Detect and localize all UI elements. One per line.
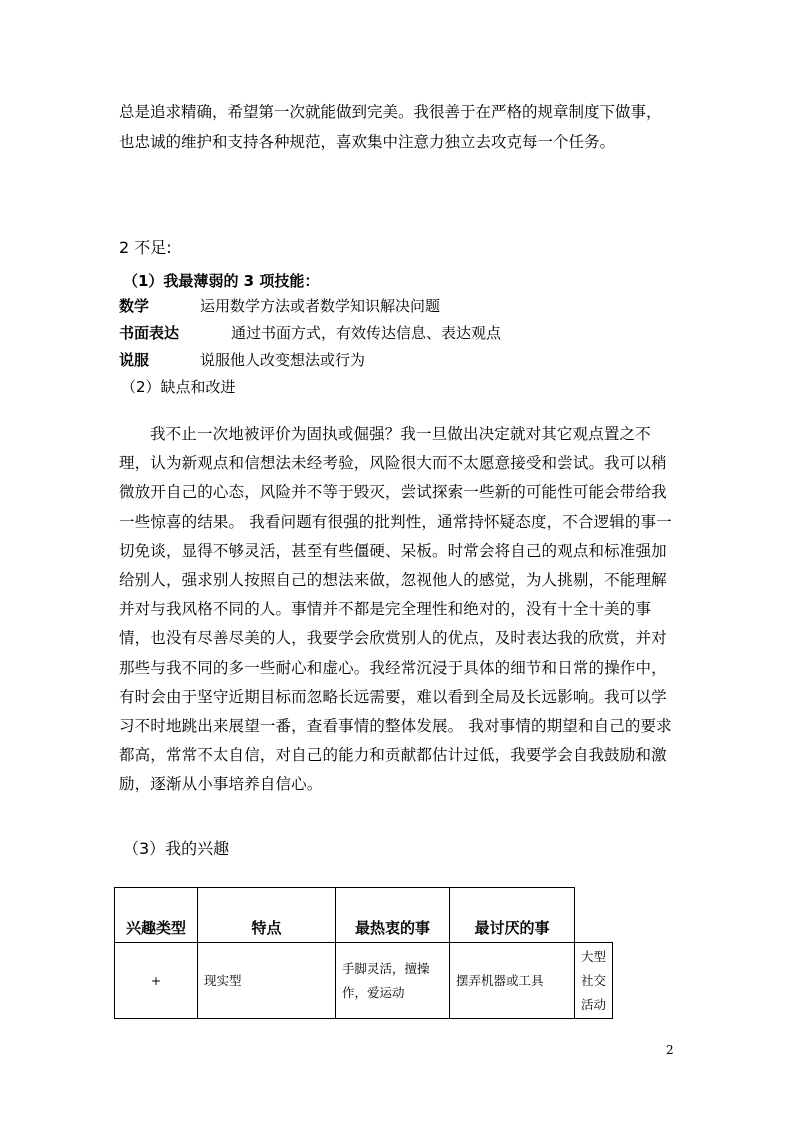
skill-name: 书面表达: [119, 324, 180, 342]
subsection-title-interests: （3）我的兴趣: [123, 839, 230, 858]
header-traits: 特点: [198, 888, 336, 943]
skill-name: 说服: [119, 351, 150, 369]
skill-description: 运用数学方法或者数学知识解决问题: [200, 297, 441, 315]
header-most-disliked: 最讨厌的事: [450, 888, 575, 943]
skill-row-math: [119, 293, 441, 319]
page-number: 2: [666, 1043, 674, 1057]
section-title-shortcomings: 2 不足:: [119, 238, 172, 257]
table-header-row: [115, 888, 613, 943]
cell-type-name: 现实型: [198, 943, 336, 1019]
header-interest-type: 兴趣类型: [115, 888, 198, 943]
weakness-paragraph: 我不止一次地被评价为固执或倔强？我一旦做出决定就对其它观点置之不理，认为新观点和信想法未经考验，风险很大而不太愿意接受和尝试。我可以稍微放开自己的心态，风险并不等于毁灭，尝试探索一些新的可能性可能会带给我一些惊喜的结果。 我看问题有很强的批判性，通常持怀疑态度，不合逻辑的事一切免谈，显得不够灵活，甚至有些僵硬、呆板。时常会将自己的观点和标准强加给别人，强求别人按照自己的想法来做，忽视他人的感觉，为人挑剔，不能理解并对与我风格不同的人。事情并不都是完全理性和绝对的，没有十全十美的事情，也没有尽善尽美的人，我要学会欣赏别人的优点，及时表达我的欣赏，并对那些与我不同的多一些耐心和虚心。我经常沉浸于具体的细节和日常的操作中，有时会由于坚守近期目标而忽略长远需要，难以看到全局及长远影响。我可以学习不时地跳出来展望一番，查看事情的整体发展。 我对事情的期望和自己的要求都高，常常不太自信，对自己的能力和贡献都估计过低，我要学会自我鼓励和激励，逐渐从小事培养自信心。: [119, 425, 672, 794]
skill-name: 数学: [119, 297, 150, 315]
header-blank: [575, 888, 613, 943]
interest-table: [114, 887, 613, 1019]
skill-description: 通过书面方式，有效传达信息、表达观点: [231, 324, 502, 342]
cell-most-enjoyed: 手脚灵活，擅操作，爱运动: [336, 943, 450, 1019]
table-row: [115, 943, 613, 1019]
skill-row-persuasion: [119, 347, 366, 373]
intro-paragraph: 总是追求精确，希望第一次就能做到完美。我很善于在严格的规章制度下做事，也忠诚的维护和支持各种规范，喜欢集中注意力独立去攻克每一个任务。: [119, 103, 662, 151]
header-most-enjoyed: 最热衷的事: [336, 888, 450, 943]
cell-type-mark: +: [115, 943, 198, 1019]
subsection-title-weak-skills: （1）我最薄弱的 3 项技能：: [123, 272, 320, 290]
subsection-title-weaknesses: （2）缺点和改进: [121, 378, 236, 396]
skill-description: 说服他人改变想法或行为: [200, 351, 366, 369]
cell-most-disliked: 摆弄机器或工具: [450, 943, 575, 1019]
skill-row-writing: [119, 320, 502, 346]
cell-extra: 大型社交活动: [575, 943, 613, 1019]
